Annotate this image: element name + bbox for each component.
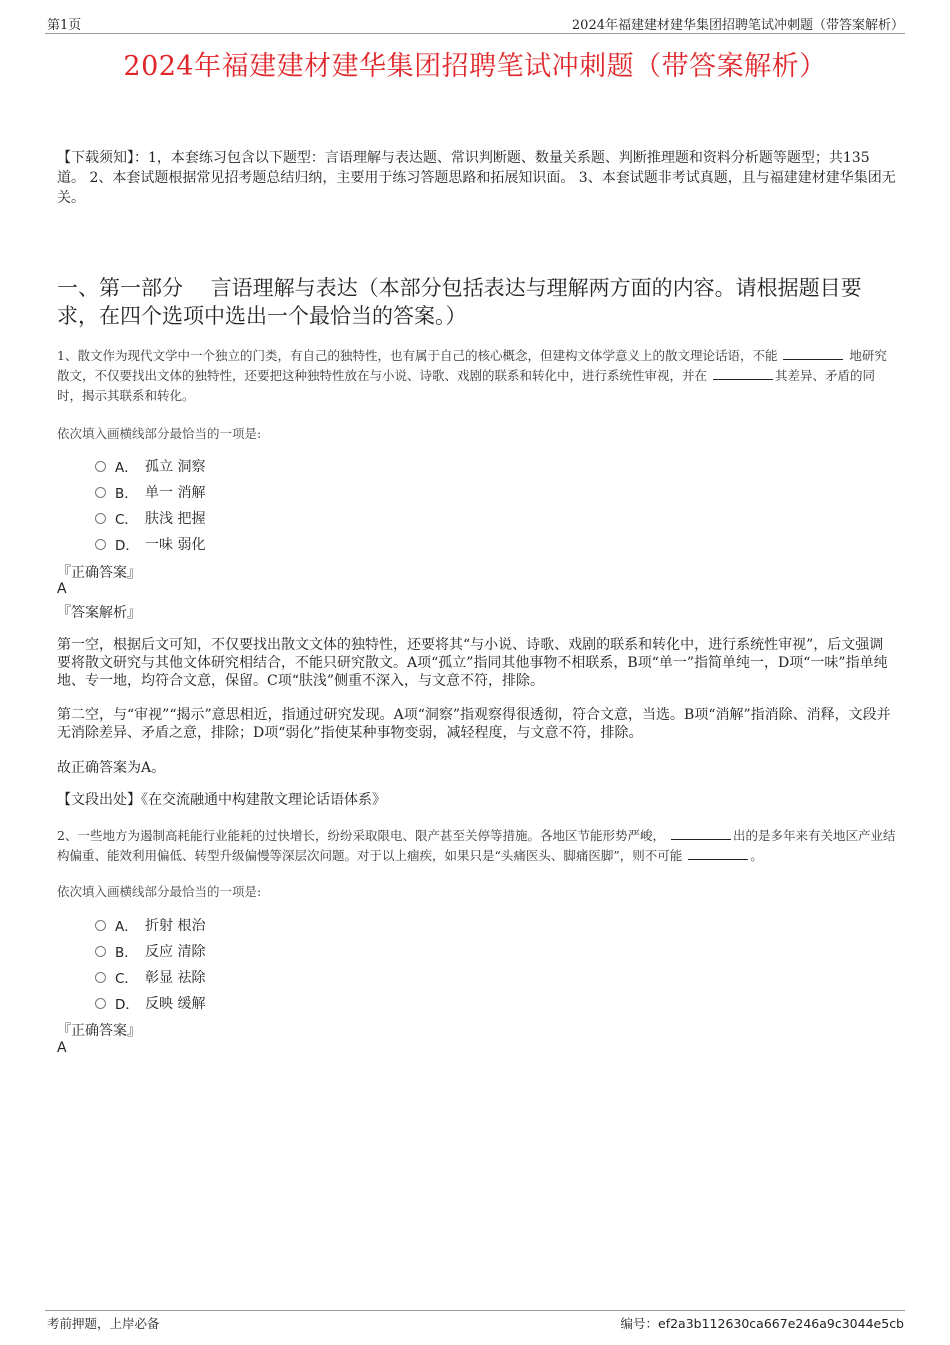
q1-analysis-conclusion: 故正确答案为A。 (57, 760, 166, 776)
blank-2 (713, 367, 773, 380)
option-text: 孤立 洞察 (145, 459, 206, 475)
q1-option-a[interactable] (95, 456, 205, 476)
radio-icon[interactable] (95, 487, 106, 498)
radio-icon[interactable] (95, 513, 106, 524)
q1-option-c[interactable] (95, 508, 205, 528)
header-divider (45, 33, 905, 34)
q1-analysis-label: 『答案解析』 (57, 605, 141, 621)
document-code-value: ef2a3b112630ca667e246a9c3044e5cb (658, 1316, 904, 1331)
option-text: 折射 根治 (145, 918, 206, 934)
document-title: 2024年福建建材建华集团招聘笔试冲刺题（带答案解析） (123, 51, 827, 82)
option-letter: A． (115, 460, 138, 476)
blank-1 (783, 347, 843, 360)
question-2-prompt: 依次填入画横线部分最恰当的一项是: (57, 884, 262, 899)
question-1-text-part-b: 地研究散文，不仅要找出文体的独特性，还要把这种独特性放在与小说、诗歌、戏剧的联系和转化中，进行系统性审视，并在 (57, 348, 887, 383)
radio-icon[interactable] (95, 972, 106, 983)
question-2-text-part-c: 。 (750, 848, 763, 863)
option-text: 单一 消解 (145, 485, 206, 501)
document-code (620, 1314, 904, 1332)
option-text: 肤浅 把握 (145, 511, 206, 527)
option-text: 彰显 祛除 (145, 970, 206, 986)
q2-option-b[interactable] (95, 941, 205, 961)
q2-option-d[interactable] (95, 993, 205, 1013)
download-notice: 【下载须知】：1，本套练习包含以下题型：言语理解与表达题、常识判断题、数量关系题、判断推理题和资料分析题等题型；共135道。 2、本套试题根据常见招考题总结归纳，主要用于练习答题思路和拓展知识面。 3、本套试题非考试真题，且与福建建材建华集团无关。 (57, 150, 896, 206)
question-1-text-part-a: 1、散文作为现代文学中一个独立的门类，有自己的独特性，也有属于自己的核心概念，但建构文体学意义上的散文理论话语，不能 (57, 348, 782, 363)
option-text: 一味 弱化 (145, 537, 206, 553)
q1-option-d[interactable] (95, 534, 205, 554)
option-letter: D． (115, 997, 139, 1013)
page-number: 第1页 (47, 18, 82, 33)
radio-icon[interactable] (95, 539, 106, 550)
running-title: 2024年福建建材建华集团招聘笔试冲刺题（带答案解析） (571, 18, 904, 33)
q2-answer-label: 『正确答案』 (57, 1023, 141, 1039)
question-2-text (57, 826, 897, 866)
q2-option-c[interactable] (95, 967, 205, 987)
question-2-text-part-a: 2、一些地方为遏制高耗能行业能耗的过快增长，纷纷采取限电、限产甚至关停等措施。各地区节能形势严峻， (57, 828, 669, 843)
q2-answer: A (57, 1040, 67, 1056)
radio-icon[interactable] (95, 998, 106, 1009)
q1-answer: A (57, 581, 67, 597)
option-letter: C． (115, 971, 138, 987)
q1-analysis-paragraph-1: 第一空，根据后文可知，不仅要找出散文文体的独特性，还要将其“与小说、诗歌、戏剧的联系和转化中，进行系统性审视”，后文强调要将散文研究与其他文体研究相结合，不能只研究散文。A项“孤立”指同其他事物不相联系，B项“单一”指简单纯一，D项“一味”指单纯地、专一地，均符合文意，保留。C项“肤浅”侧重不深入，与文意不符，排除。 (57, 637, 888, 689)
question-2-text-part-b: 出的是多年来有关地区产业结构偏重、能效利用偏低、转型升级偏慢等深层次问题。对于以上痼疾，如果只是“头痛医头、脚痛医脚”，则不可能 (57, 828, 896, 863)
blank-1 (671, 827, 731, 840)
option-text: 反应 清除 (145, 944, 206, 960)
radio-icon[interactable] (95, 946, 106, 957)
q1-option-b[interactable] (95, 482, 205, 502)
option-letter: A． (115, 919, 138, 935)
q1-source: 【文段出处】《在交流融通中构建散文理论话语体系》 (57, 792, 386, 808)
radio-icon[interactable] (95, 920, 106, 931)
question-1-text-part-c: 其差异、矛盾的同时，揭示其联系和转化。 (57, 368, 875, 403)
option-letter: D． (115, 538, 139, 554)
option-letter: B． (115, 945, 138, 961)
radio-icon[interactable] (95, 461, 106, 472)
question-1-prompt: 依次填入画横线部分最恰当的一项是: (57, 426, 262, 441)
footer-divider (45, 1310, 905, 1311)
footer-slogan: 考前押题，上岸必备 (47, 1316, 160, 1331)
question-1-text (57, 346, 897, 406)
option-letter: B． (115, 486, 138, 502)
section-heading: 一、第一部分 言语理解与表达（本部分包括表达与理解两方面的内容。请根据题目要求，在四个选项中选出一个最恰当的答案。） (57, 276, 862, 328)
blank-2 (688, 847, 748, 860)
q1-answer-label: 『正确答案』 (57, 565, 141, 581)
q1-analysis-paragraph-2: 第二空，与“审视”“揭示”意思相近，指通过研究发现。A项“洞察”指观察得很透彻，符合文意，当选。B项“消解”指消除、消释，文段并无消除差异、矛盾之意，排除；D项“弱化”指使某种事物变弱，减轻程度，与文意不符，排除。 (57, 707, 891, 741)
option-text: 反映 缓解 (145, 996, 206, 1012)
q2-option-a[interactable] (95, 915, 205, 935)
document-code-label: 编号： (620, 1316, 658, 1331)
option-letter: C． (115, 512, 138, 528)
